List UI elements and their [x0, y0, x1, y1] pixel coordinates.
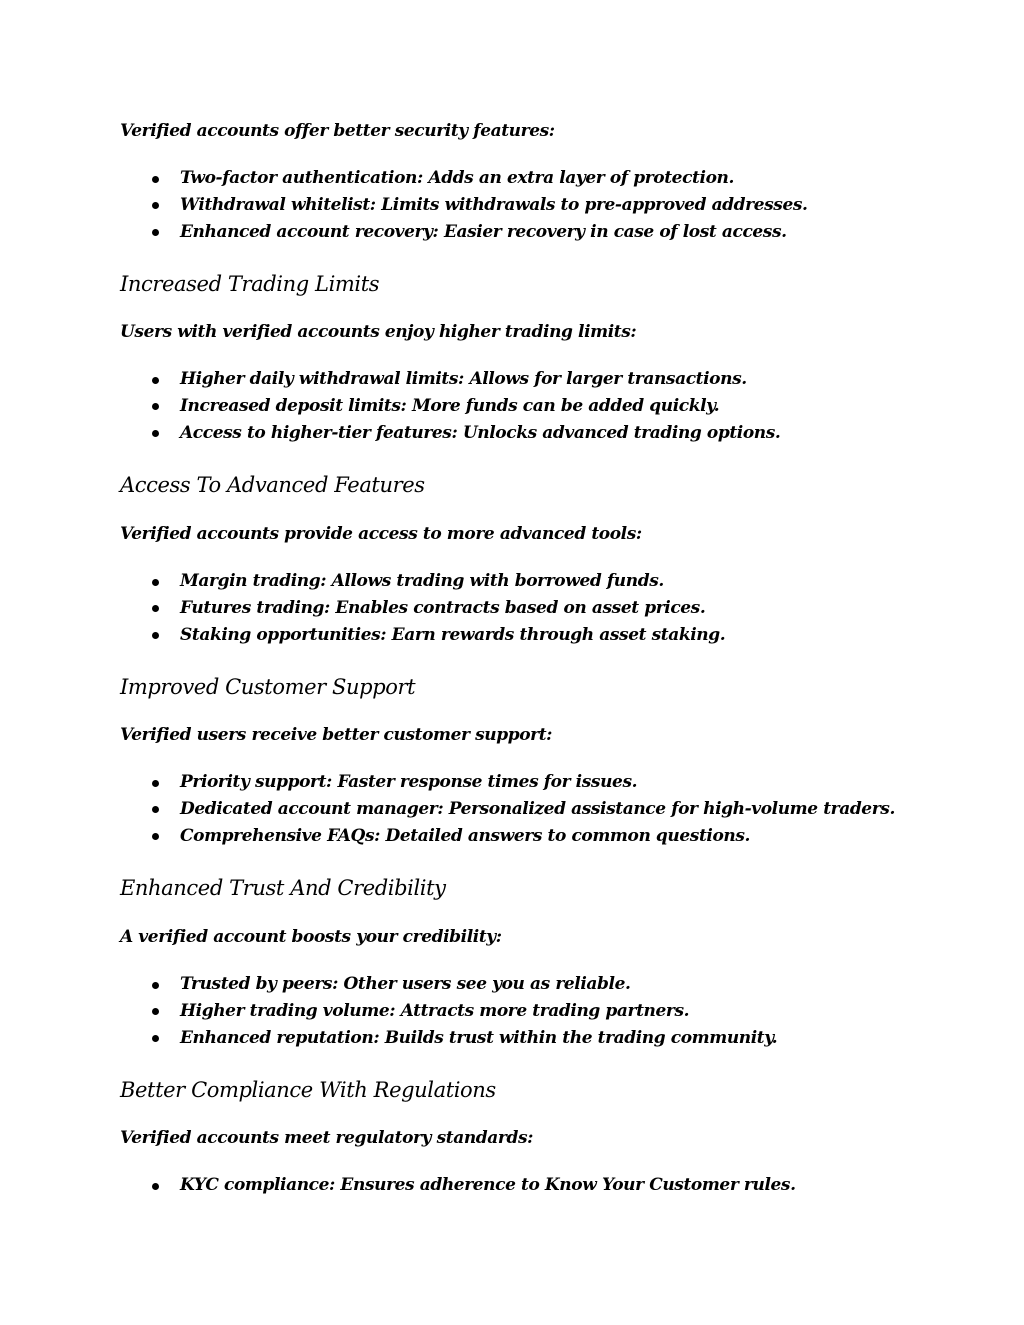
list-item	[120, 796, 920, 823]
list-item	[120, 165, 920, 192]
list-item	[120, 595, 920, 622]
bullet-icon	[152, 780, 159, 787]
bullet-icon	[152, 1035, 159, 1042]
bullet-icon	[152, 1183, 159, 1190]
bullet-icon	[152, 202, 159, 209]
list-item	[120, 823, 920, 850]
list-item	[120, 1025, 920, 1052]
list-item-text: Access to higher-tier features: Unlocks advanced trading options.	[180, 422, 781, 443]
bullet-icon	[152, 1008, 159, 1015]
bullet-list	[120, 366, 920, 446]
section-heading: Increased Trading Limits	[120, 272, 380, 296]
list-item-text: Higher trading volume: Attracts more trading partners.	[180, 1000, 690, 1021]
list-item-text: Increased deposit limits: More funds can be added quickly.	[180, 395, 720, 416]
bullet-icon	[152, 632, 159, 639]
list-item-text: Margin trading: Allows trading with borrowed funds.	[180, 571, 664, 591]
bullet-icon	[152, 982, 159, 989]
list-item	[120, 420, 920, 447]
bullet-list	[120, 165, 920, 245]
bullet-icon	[152, 806, 159, 813]
section-intro: A verified account boosts your credibility:	[120, 927, 502, 947]
list-item-text: Two-factor authentication: Adds an extra layer of protection.	[180, 168, 734, 188]
section-intro: Verified accounts provide access to more advanced tools:	[120, 524, 642, 544]
section-intro: Verified accounts offer better security features:	[120, 121, 555, 141]
list-item-text: Comprehensive FAQs: Detailed answers to common questions.	[180, 825, 751, 846]
section-intro: Verified users receive better customer support:	[120, 725, 553, 745]
list-item	[120, 971, 920, 998]
list-item-text: Staking opportunities: Earn rewards through asset staking.	[180, 624, 726, 645]
list-item	[120, 1172, 920, 1199]
section-heading: Access To Advanced Features	[120, 473, 425, 497]
list-item	[120, 769, 920, 796]
list-item	[120, 393, 920, 420]
bullet-icon	[152, 176, 159, 183]
list-item	[120, 219, 920, 246]
bullet-list	[120, 568, 920, 648]
list-item	[120, 192, 920, 219]
list-item-text: Futures trading: Enables contracts based on asset prices.	[180, 597, 706, 618]
list-item	[120, 622, 920, 649]
bullet-icon	[152, 605, 159, 612]
list-item-text: Enhanced account recovery: Easier recovery in case of lost access.	[180, 221, 787, 242]
section-heading: Better Compliance With Regulations	[120, 1078, 496, 1102]
list-item	[120, 998, 920, 1025]
list-item	[120, 366, 920, 393]
list-item-text: Enhanced reputation: Builds trust within the trading community.	[180, 1027, 778, 1048]
bullet-icon	[152, 579, 159, 586]
section-intro: Users with verified accounts enjoy higher trading limits:	[120, 322, 637, 342]
list-item-text: Trusted by peers: Other users see you as reliable.	[180, 974, 631, 994]
list-item-text: Dedicated account manager: Personalized assistance for high-volume traders.	[180, 798, 895, 819]
list-item-text: KYC compliance: Ensures adherence to Know Your Customer rules.	[180, 1175, 796, 1195]
list-item-text: Priority support: Faster response times for issues.	[180, 772, 638, 792]
bullet-icon	[152, 430, 159, 437]
bullet-list	[120, 1172, 920, 1199]
bullet-icon	[152, 833, 159, 840]
bullet-icon	[152, 229, 159, 236]
section-intro: Verified accounts meet regulatory standards:	[120, 1128, 533, 1148]
bullet-list	[120, 971, 920, 1051]
list-item-text: Withdrawal whitelist: Limits withdrawals to pre-approved addresses.	[180, 194, 808, 215]
section-heading: Improved Customer Support	[120, 675, 416, 699]
bullet-icon	[152, 377, 159, 384]
list-item	[120, 568, 920, 595]
list-item-text: Higher daily withdrawal limits: Allows for larger transactions.	[180, 369, 747, 389]
bullet-list	[120, 769, 920, 849]
bullet-icon	[152, 403, 159, 410]
section-heading: Enhanced Trust And Credibility	[120, 876, 446, 900]
